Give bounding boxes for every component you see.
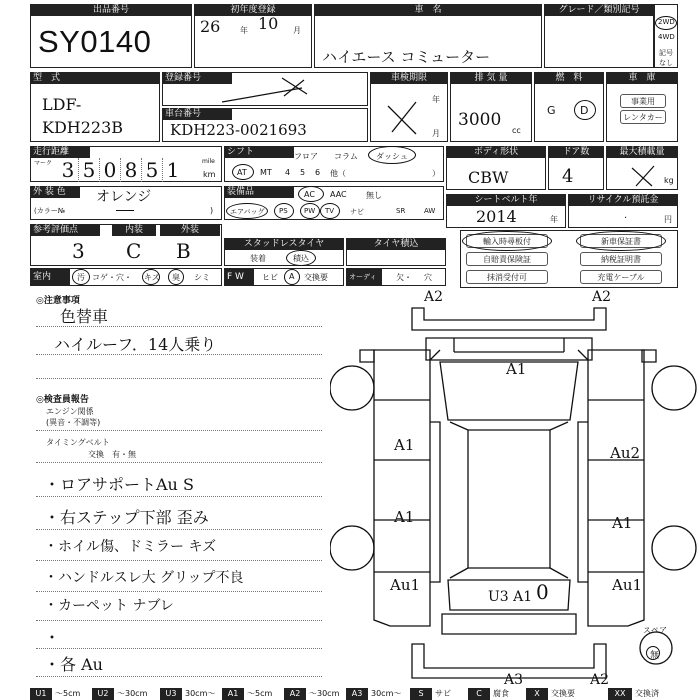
equip-ac: AC xyxy=(304,190,315,199)
mark-rear-bumper-right: A2 xyxy=(590,672,610,688)
mileage-digit: 5 xyxy=(79,158,100,182)
fuel-g: G xyxy=(547,104,556,117)
report-label: ◎検査員報告 xyxy=(36,395,89,405)
chassis-value: KDH223-0021693 xyxy=(170,121,307,139)
doc-cancel: 抹消受付可 xyxy=(466,270,548,284)
report-rule-5 xyxy=(36,620,322,621)
studless-loaded: 積込 xyxy=(293,254,309,263)
max-load-strike xyxy=(606,146,678,190)
score-value: 3 xyxy=(72,239,85,263)
legend-val: ～30cm xyxy=(309,689,340,698)
equip-airbag: エアバッグ xyxy=(230,208,265,216)
engine-label: エンジン関係 xyxy=(46,407,94,416)
doc-cable: 充電ケーブル xyxy=(580,270,662,284)
lot-number: SY0140 xyxy=(38,24,152,59)
report-rule-6 xyxy=(36,648,322,649)
mark-front-right: A2 xyxy=(592,289,612,305)
color-code-dash xyxy=(116,210,134,211)
max-load-unit: kg xyxy=(664,176,674,185)
fuel-d: D xyxy=(580,104,589,117)
engine-sub: (異音・不調等) xyxy=(46,418,101,427)
color-label: 外 装 色 xyxy=(30,186,80,198)
mark-right-back: Au1 xyxy=(612,576,643,594)
shift-4: 4 xyxy=(285,168,291,177)
doc-import-card: 輸入時尋板付 xyxy=(466,234,548,248)
doc-import-circle xyxy=(462,231,552,251)
mileage-digit: 8 xyxy=(121,158,142,182)
legend-key: A1 xyxy=(222,688,244,700)
belt-rule xyxy=(36,462,322,463)
registration-label: 登録番号 xyxy=(162,72,232,84)
notes-line-1: 色替車 xyxy=(60,307,109,326)
doc-insurance: 自賠責保険証 xyxy=(466,252,548,266)
chassis-label: 車台番号 xyxy=(162,108,232,120)
legend-key: U3 xyxy=(160,688,182,700)
mark-rear-window: U3 A1 xyxy=(488,589,533,605)
legend-val: 30cm～ xyxy=(371,689,402,698)
report-rule-4 xyxy=(36,591,322,592)
report-line-6: ・ xyxy=(44,628,61,647)
mileage-miles: mile xyxy=(202,158,215,165)
mark-left-front: A1 xyxy=(394,436,415,454)
report-line-4: ・ハンドルスレ大 グリップ不良 xyxy=(44,570,244,586)
model-label: 型 式 xyxy=(30,72,160,84)
recycle-value: . xyxy=(624,210,628,221)
interior-dirt: 汚 xyxy=(77,273,85,282)
doors-value: 4 xyxy=(562,166,574,187)
fw-a: A xyxy=(289,272,295,281)
registration-strike xyxy=(162,72,368,106)
mileage-unit: km xyxy=(203,170,216,179)
legend-key: X xyxy=(526,688,548,700)
usage-label: 車 庫 xyxy=(606,72,678,84)
mileage-digit: 1 xyxy=(166,158,180,182)
report-rule-3 xyxy=(36,560,322,561)
recycle-unit: 円 xyxy=(664,215,672,224)
fw-label: F W xyxy=(224,268,254,286)
notes-rule-3 xyxy=(36,378,322,379)
legend-key: A3 xyxy=(346,688,368,700)
legend-key: U2 xyxy=(92,688,114,700)
audio-hole: 穴 xyxy=(424,273,432,282)
report-line-2: ・右ステップ下部 歪み xyxy=(44,508,209,527)
spare-label: スペア xyxy=(643,626,667,635)
model-value-2: KDH223B xyxy=(42,118,124,137)
shift-at: AT xyxy=(237,168,247,177)
notes-rule-1 xyxy=(36,326,322,327)
first-reg-year: 26 xyxy=(200,17,221,36)
legend-val: 30cm～ xyxy=(185,689,216,698)
equipment-label: 装備品 xyxy=(224,186,294,198)
mileage-digit: 5 xyxy=(142,158,163,182)
studless-mounted: 装着 xyxy=(250,254,266,263)
mark-rear-bumper-left: A3 xyxy=(504,672,524,688)
doc-tax: 納税証明書 xyxy=(580,252,662,266)
inspection-strike xyxy=(370,72,448,142)
legend-key: C xyxy=(468,688,490,700)
exterior-value: B xyxy=(176,239,191,263)
mileage-label: 走行距離 xyxy=(30,146,90,158)
body-type-label: ボディ形状 xyxy=(446,146,546,158)
drive-kigo: 記号 xyxy=(659,49,673,57)
max-load-label: 最大積載量 xyxy=(606,146,678,158)
notes-line-2: ハイルーフ．14人乗り xyxy=(54,335,217,354)
interior-stain: シミ xyxy=(194,273,210,282)
equip-aw: AW xyxy=(424,207,436,215)
shift-dash: ダッシュ xyxy=(376,152,408,161)
report-line-5: ・カーペット ナブレ xyxy=(44,598,174,614)
interior-row-label: 室内 xyxy=(30,268,70,286)
drive-nashi: なし xyxy=(659,59,673,67)
fw-crack: ヒビ xyxy=(262,273,278,282)
mark-right-front: Au2 xyxy=(610,444,641,462)
doc-warranty-circle xyxy=(576,231,666,251)
equip-ps: PS xyxy=(279,207,288,215)
mark-right-rear: A1 xyxy=(612,514,633,532)
legend-val: ～5cm xyxy=(247,689,273,698)
mark-front-left: A2 xyxy=(424,289,444,305)
drive-2wd: 2WD xyxy=(658,18,675,26)
studless-label: スタッドレスタイヤ xyxy=(224,238,344,250)
interior-value: C xyxy=(126,239,142,263)
usage-business: 事業用 xyxy=(620,94,666,108)
displacement-value: 3000 xyxy=(458,110,502,130)
report-rule-7 xyxy=(36,676,322,677)
mileage-digit: 3 xyxy=(58,158,79,182)
spare-value: 無 xyxy=(650,651,660,661)
belt-label: タイミングベルト xyxy=(46,438,110,447)
equip-tv: TV xyxy=(325,207,335,215)
legend-val: 交換済 xyxy=(635,689,659,698)
report-line-7: ・各 Au xyxy=(44,655,103,674)
audio-label: オーディオ xyxy=(346,268,382,286)
color-value: オレンジ xyxy=(96,189,152,205)
notes-rule-2 xyxy=(36,354,322,355)
doc-warranty: 新車保証書 xyxy=(580,234,662,248)
grade-label: グレード／類別記号 xyxy=(544,4,654,16)
legend-val: ～30cm xyxy=(117,689,148,698)
mark-left-back: Au1 xyxy=(390,576,421,594)
mileage-digits xyxy=(58,158,183,182)
equip-aac: AAC xyxy=(330,190,347,199)
equip-none: 無し xyxy=(366,191,382,200)
equip-navi: ナビ xyxy=(350,208,364,216)
legend-key: S xyxy=(410,688,432,700)
lot-label: 出品番号 xyxy=(30,4,192,16)
inspection-label: 車検期限 xyxy=(370,72,448,84)
seatbelt-unit: 年 xyxy=(550,215,558,224)
tires-label: タイヤ積込 xyxy=(346,238,446,250)
fw-replace: 交換要 xyxy=(304,273,328,282)
equip-sr: SR xyxy=(396,207,406,215)
shift-column: コラム xyxy=(334,152,358,161)
seatbelt-value: 2014 xyxy=(476,207,517,226)
recycle-label: リサイクル預託金 xyxy=(568,194,678,206)
shift-other-close: ） xyxy=(432,169,440,178)
inspection-year-unit: 年 xyxy=(432,95,440,104)
report-line-1: ・ロアサポートAu S xyxy=(44,475,194,494)
interior-scratch: キズ xyxy=(144,273,160,282)
belt-options: 交換 有・無 xyxy=(88,450,136,459)
shift-label: シフト xyxy=(224,146,294,158)
legend-key: A2 xyxy=(284,688,306,700)
mileage-digit: 0 xyxy=(100,158,121,182)
interior-smell: 臭 xyxy=(172,273,180,282)
seatbelt-label: シートベルト年 xyxy=(446,194,566,206)
legend-key: U1 xyxy=(30,688,52,700)
shift-5: 5 xyxy=(300,168,306,177)
legend-val: 腐食 xyxy=(493,689,509,698)
car-name-label: 車 名 xyxy=(314,4,542,16)
displacement-label: 排 気 量 xyxy=(450,72,532,84)
year-unit: 年 xyxy=(240,26,248,35)
legend-val: サビ xyxy=(435,689,451,698)
shift-mt: MT xyxy=(260,168,272,177)
mileage-mark-label: マーク xyxy=(34,160,53,167)
legend-key: XX xyxy=(608,688,632,700)
fuel-label: 燃 料 xyxy=(534,72,604,84)
legend-val: ～5cm xyxy=(55,689,81,698)
audio-missing: 欠・ xyxy=(396,273,412,282)
usage-rental: レンタカー xyxy=(620,110,666,124)
mark-roof-front: A1 xyxy=(506,360,527,378)
score-label: 参考評価点 xyxy=(30,224,100,236)
exterior-label: 外装 xyxy=(160,224,220,236)
model-value-1: LDF- xyxy=(42,95,82,114)
legend-val: 交換要 xyxy=(551,689,575,698)
doors-label: ドア数 xyxy=(548,146,604,158)
first-reg-month: 10 xyxy=(258,14,279,33)
shift-other: 他（ xyxy=(330,169,346,178)
interior-label: 内装 xyxy=(112,224,156,236)
body-type-value: CBW xyxy=(468,168,509,187)
drive-4wd: 4WD xyxy=(658,33,675,41)
notes-label: ◎注意事項 xyxy=(36,296,80,306)
report-rule-1 xyxy=(36,496,322,497)
report-rule-2 xyxy=(36,529,322,530)
car-name-value: ハイエース コミューター xyxy=(322,48,491,66)
shift-6: 6 xyxy=(315,168,321,177)
report-line-3: ・ホイル傷、ドミラー キズ xyxy=(44,539,217,555)
shift-floor: フロア xyxy=(294,152,318,161)
mark-rear-center: 0 xyxy=(536,580,549,604)
month-unit: 月 xyxy=(293,26,301,35)
equip-pw: PW xyxy=(304,207,316,215)
displacement-unit: cc xyxy=(512,126,521,135)
engine-rule xyxy=(36,430,322,431)
inspection-month-unit: 月 xyxy=(432,129,440,138)
color-code-label: (カラー№ xyxy=(34,207,66,215)
interior-burn: コゲ・穴・ xyxy=(92,273,132,282)
first-reg-label: 初年度登録 xyxy=(194,4,312,16)
mark-left-rear: A1 xyxy=(394,508,415,526)
color-code-close: ) xyxy=(210,206,214,215)
